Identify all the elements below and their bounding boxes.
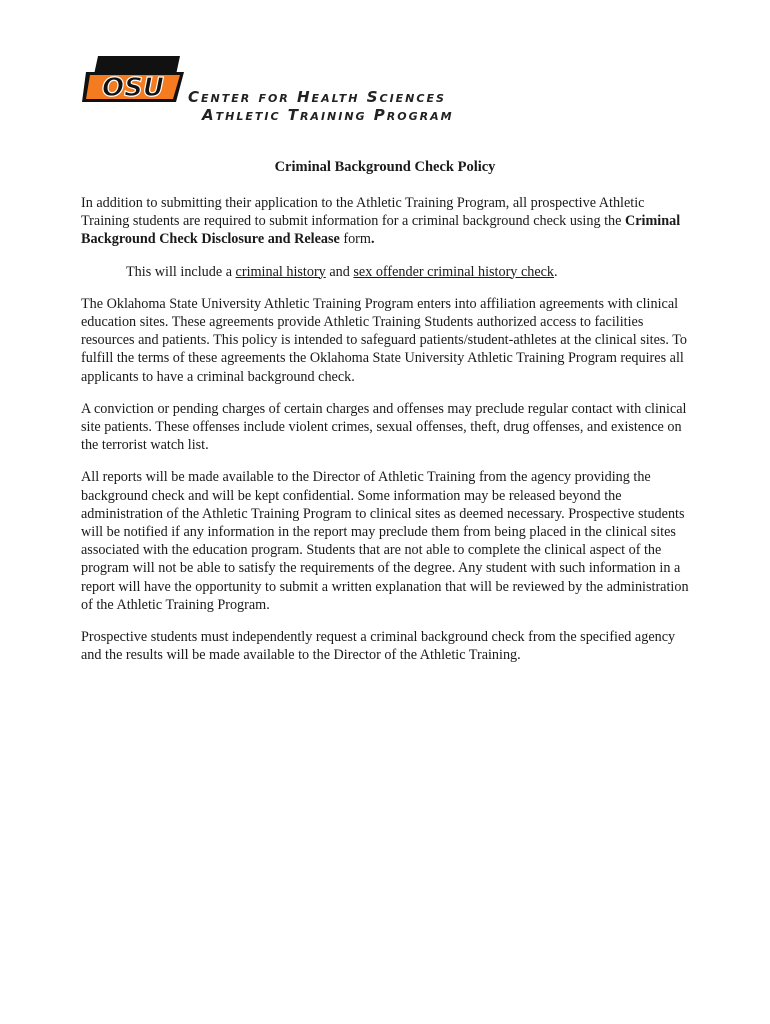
logo-text: OSU <box>102 73 164 103</box>
document-body <box>81 194 695 678</box>
dept-line-2: Athletic Training Program <box>202 106 454 124</box>
p2-suffix: . <box>554 263 558 280</box>
p1-period: . <box>370 231 375 248</box>
p1-text: In addition to submitting their application to the Athletic Training Program, all prospective Athletic Training students are required to submit information for a criminal background check using the <box>81 195 645 230</box>
p1-suffix: form <box>339 231 371 248</box>
dept-line-1: Center for Health Sciences <box>188 88 446 106</box>
paragraph-5: All reports will be made available to the Director of Athletic Training from the agency providing the background check and will be kept confidential. Some information may be released beyond the administration of the Athletic Training Program to clinical sites as deemed necessary. Prospective students will be notified if any information in the report may preclude them from being placed in the clinical sites associated with the education program. Students that are not able to complete the clinical aspect of the program will not be able to satisfy the requirements of the degree. Any student with such information in a report will have the opportunity to submit a written explanation that will be reviewed by the administration of the Athletic Training Program. <box>81 469 689 613</box>
sex-offender-check-link: sex offender criminal history check <box>353 263 555 280</box>
paragraph-4: A conviction or pending charges of certain charges and offenses may preclude regular contact with clinical site patients. These offenses include violent crimes, sexual offenses, theft, drug offenses, and existence on the terrorist watch list. <box>81 400 687 454</box>
department-heading <box>176 88 454 124</box>
paragraph-1 <box>81 194 695 249</box>
p2-prefix: This will include a <box>126 263 236 280</box>
paragraph-3: The Oklahoma State University Athletic Training Program enters into affiliation agreements with clinical education sites. These agreements provide Athletic Training Students authorized access to facilities resources and patients. This policy is intended to safeguard patients/student-athletes at the clinical sites. To fulfill the terms of these agreements the Oklahoma State University Athletic Training Program requires all applicants to have a criminal background check. <box>81 295 688 385</box>
criminal-history-link: criminal history <box>235 263 326 280</box>
osu-logo <box>80 50 188 108</box>
document-title: Criminal Background Check Policy <box>274 159 496 175</box>
paragraph-6: Prospective students must independently request a criminal background check from the specified agency and the results will be made available to the Director of the Athletic Training. <box>81 629 676 664</box>
p2-mid: and <box>325 263 354 280</box>
paragraph-2 <box>81 263 695 281</box>
p1-form-name: Criminal Background Check Disclosure and Release <box>81 213 681 248</box>
